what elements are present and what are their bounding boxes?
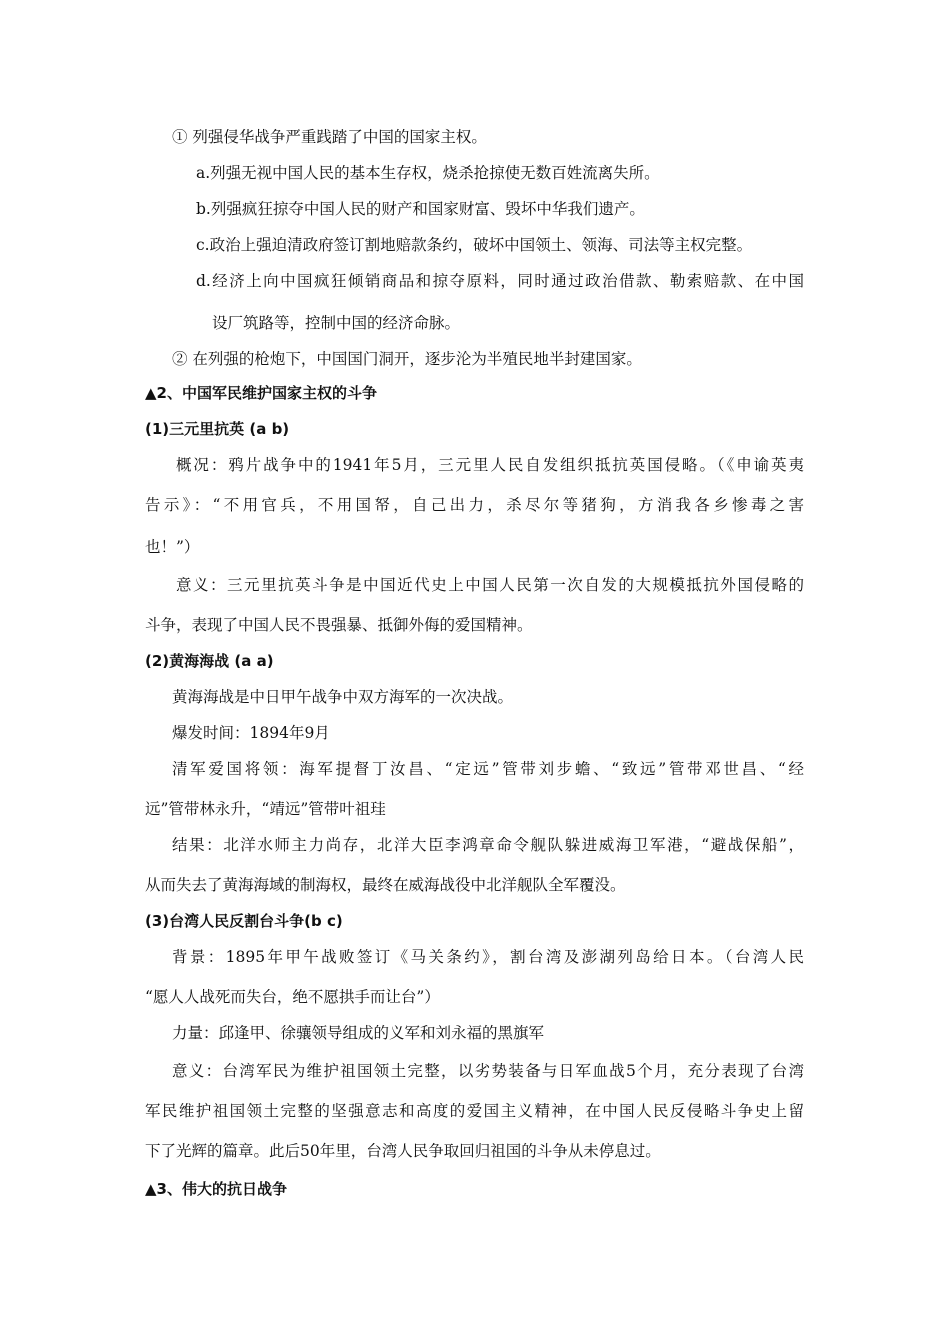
subsection-2-heading: (2)黄海海战 (a a) [145, 652, 274, 670]
taiwan-significance-line-2: 军民维护祖国领土完整的坚强意志和高度的爱国主义精神，在中国人民反侵略斗争史上留 [145, 1102, 804, 1120]
taiwan-significance-line-1: 意义：台湾军民为维护祖国领土完整，以劣势装备与日军血战5个月，充分表现了台湾 [172, 1062, 804, 1080]
point-1a: a.列强无视中国人民的基本生存权，烧杀抢掠使无数百姓流离失所。 [196, 164, 660, 182]
background-line-1: 背景：1895年甲午战败签订《马关条约》，割台湾及澎湖列岛给日本。（台湾人民 [172, 948, 804, 966]
overview-line-2: 告示》：“不用官兵，不用国帑，自己出力，杀尽尔等猪狗，方消我各乡惨毒之害 [145, 496, 804, 514]
result-line-2: 从而失去了黄海海域的制海权，最终在威海战役中北洋舰队全军覆没。 [145, 876, 626, 894]
subsection-3-heading: (3)台湾人民反割台斗争(b c) [145, 912, 343, 930]
generals-line-1: 清军爱国将领：海军提督丁汝昌、“定远”管带刘步蟾、“致远”管带邓世昌、“经 [172, 760, 804, 778]
outbreak-time: 爆发时间：1894年9月 [172, 724, 330, 742]
generals-line-2: 远”管带林永升，“靖远”管带叶祖珪 [145, 800, 386, 818]
overview-line-3: 也！”） [145, 538, 200, 556]
overview-line-1: 概况：鸦片战争中的1941年5月，三元里人民自发组织抵抗英国侵略。（《申谕英夷 [176, 456, 804, 474]
point-1-heading: ① 列强侵华战争严重践踏了中国的国家主权。 [172, 128, 487, 146]
significance-line-2: 斗争，表现了中国人民不畏强暴、抵御外侮的爱国精神。 [145, 616, 533, 634]
background-line-2: “愿人人战死而失台，绝不愿拱手而让台”） [145, 988, 440, 1006]
point-2-heading: ② 在列强的枪炮下，中国国门洞开，逐步沦为半殖民地半封建国家。 [172, 350, 642, 368]
point-1b: b.列强疯狂掠夺中国人民的财产和国家财富、毁坏中华我们遗产。 [196, 200, 645, 218]
battle-description: 黄海海战是中日甲午战争中双方海军的一次决战。 [172, 688, 514, 706]
result-line-1: 结果：北洋水师主力尚存，北洋大臣李鸿章命令舰队躲进威海卫军港，“避战保船”， [172, 836, 804, 854]
subsection-1-heading: (1)三元里抗英 (a b) [145, 420, 290, 438]
point-1c: c.政治上强迫清政府签订割地赔款条约，破坏中国领土、领海、司法等主权完整。 [196, 236, 753, 254]
point-1d-line-1: d.经济上向中国疯狂倾销商品和掠夺原料，同时通过政治借款、勒索赔款、在中国 [196, 272, 804, 290]
significance-line-1: 意义：三元里抗英斗争是中国近代史上中国人民第一次自发的大规模抵抗外国侵略的 [176, 576, 804, 594]
taiwan-significance-line-3: 下了光辉的篇章。此后50年里，台湾人民争取回归祖国的斗争从未停息过。 [145, 1142, 661, 1160]
forces: 力量：邱逢甲、徐骧领导组成的义军和刘永福的黑旗军 [172, 1024, 545, 1042]
section-2-heading: ▲2、中国军民维护国家主权的斗争 [145, 384, 377, 402]
section-3-heading: ▲3、伟大的抗日战争 [145, 1180, 287, 1198]
point-1d-line-2: 设厂筑路等，控制中国的经济命脉。 [212, 314, 461, 332]
